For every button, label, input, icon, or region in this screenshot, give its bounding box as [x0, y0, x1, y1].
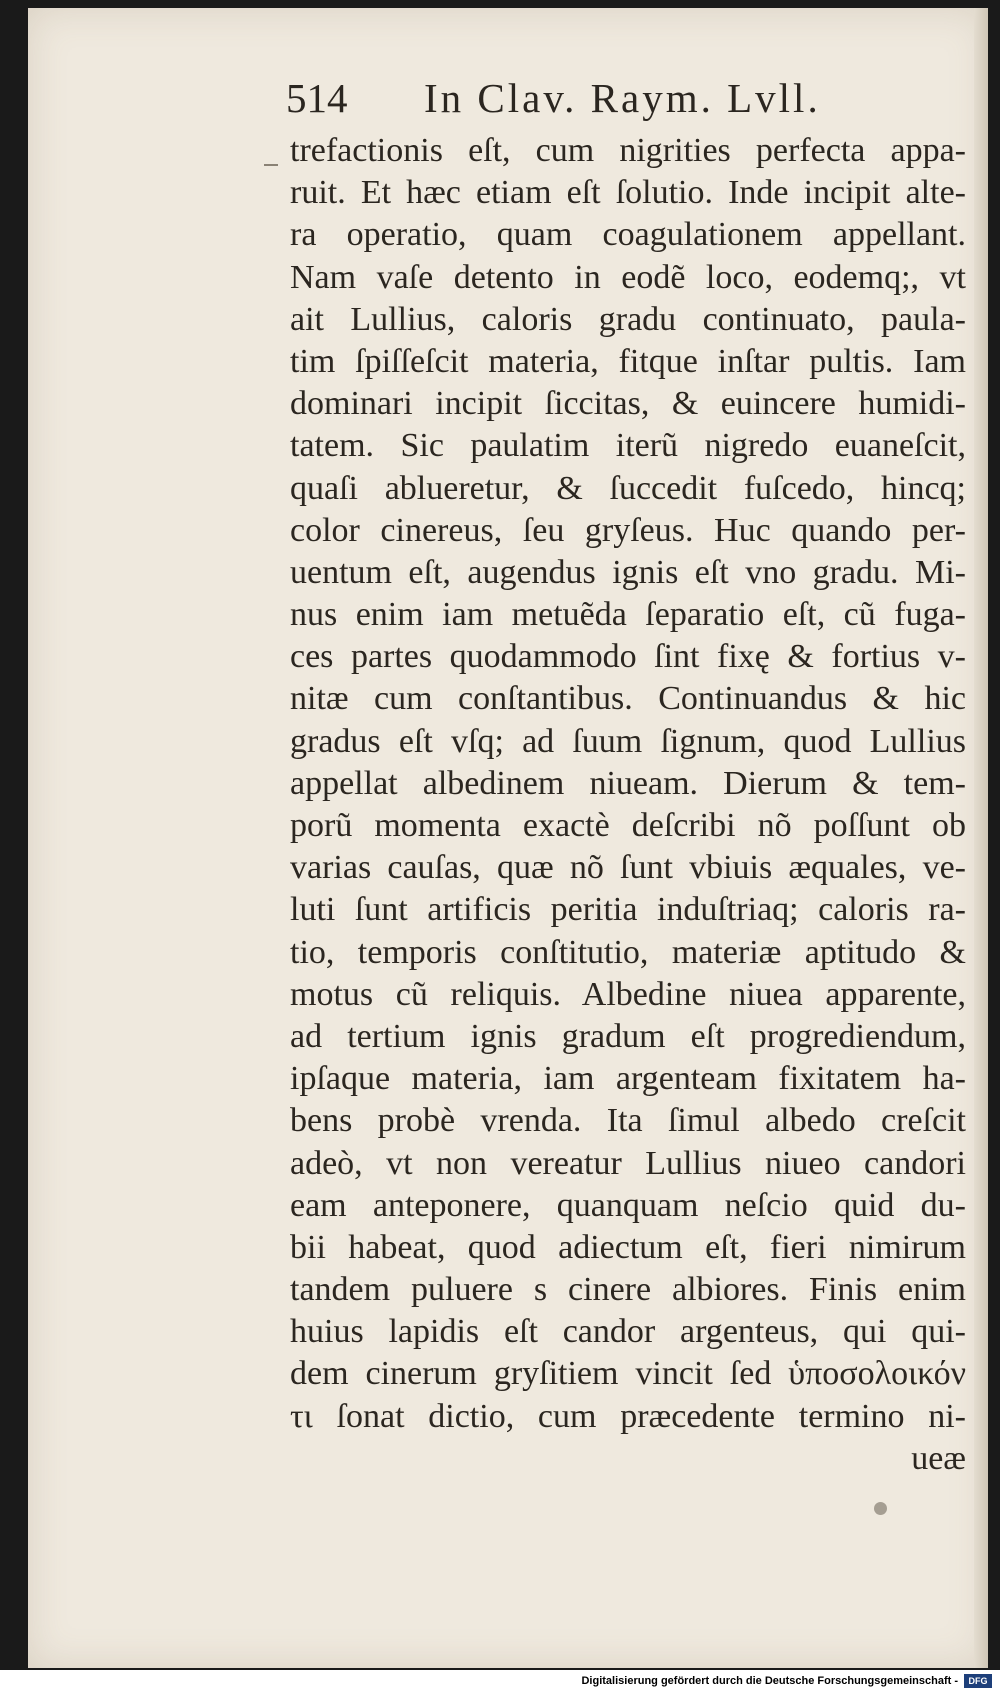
text-line: quaſi ablueretur, & ſuccedit fuſcedo, hincq; — [290, 469, 966, 507]
text-line: tandem puluere s cinere albiores. Finis enim — [290, 1271, 966, 1309]
text-line: ruit. Et hæc etiam eſt ſolutio. Inde incipit alte- — [290, 174, 966, 212]
text-line: color cinereus, ſeu gryſeus. Huc quando per- — [290, 511, 966, 549]
text-line: ces partes quodammodo ſint fixę & fortius v- — [290, 638, 966, 676]
text-line: gradus eſt vſq; ad ſuum ſignum, quod Lullius — [290, 722, 966, 760]
dfg-logo-icon: DFG — [964, 1674, 992, 1688]
margin-mark — [264, 164, 278, 166]
catchword: ueæ — [911, 1439, 966, 1477]
funding-credit: Digitalisierung gefördert durch die Deutsche Forschungsgemeinschaft - — [581, 1675, 958, 1687]
digitization-footer — [0, 1670, 1000, 1695]
text-line: varias cauſas, quæ nõ ſunt vbiuis æquales, ve- — [290, 849, 966, 887]
text-line: uentum eſt, augendus ignis eſt vno gradu. Mi- — [290, 553, 966, 591]
running-head — [286, 74, 876, 130]
text-line: tio, temporis conſtitutio, materiæ aptitudo & — [290, 933, 966, 971]
text-line: ra operatio, quam coagulationem appellant. — [290, 216, 966, 254]
text-line: eam anteponere, quanquam neſcio quid du- — [290, 1186, 966, 1224]
text-line: tim ſpiſſeſcit materia, fitque inſtar pultis. Iam — [290, 342, 966, 380]
text-line: bii habeat, quod adiectum eſt, fieri nimirum — [290, 1228, 966, 1266]
text-line: huius lapidis eſt candor argenteus, qui qui- — [290, 1313, 966, 1351]
page-edge — [974, 8, 988, 1668]
text-line: dominari incipit ſiccitas, & euincere humidi- — [290, 385, 966, 423]
page-number: 514 — [286, 75, 348, 121]
body-text — [290, 130, 966, 1480]
running-title: In Clav. Raym. Lvll. — [424, 75, 821, 121]
text-line: appellat albedinem niueam. Dierum & tem- — [290, 764, 966, 802]
text-line: ipſaque materia, iam argenteam fixitatem ha- — [290, 1060, 966, 1098]
text-line: τι ſonat dictio, cum præcedente termino ni- — [290, 1397, 966, 1435]
text-line: porũ momenta exactè deſcribi nõ poſſunt ob — [290, 807, 966, 844]
text-line: tatem. Sic paulatim iterũ nigredo euaneſcit, — [290, 427, 966, 465]
text-line: dem cinerum gryſitiem vincit ſed ὑποσολοικόν — [290, 1355, 966, 1393]
paper-speck — [874, 1502, 887, 1515]
text-line: motus cũ reliquis. Albedine niuea apparente, — [290, 975, 966, 1013]
text-line: luti ſunt artificis peritia induſtriaq; caloris ra- — [290, 891, 966, 929]
text-line: adeò, vt non vereatur Lullius niueo candori — [290, 1144, 966, 1182]
text-line: bens probè vrenda. Ita ſimul albedo creſcit — [290, 1102, 966, 1140]
text-line: trefactionis eſt, cum nigrities perfecta appa- — [290, 132, 966, 169]
text-line: nitæ cum conſtantibus. Continuandus & hic — [290, 680, 966, 718]
text-line: nus enim iam metuẽda ſeparatio eſt, cũ fuga- — [290, 596, 966, 634]
text-line: ait Lullius, caloris gradu continuato, paula- — [290, 300, 966, 338]
text-line: ad tertium ignis gradum eſt progrediendum, — [290, 1017, 966, 1055]
text-line: Nam vaſe detento in eodẽ loco, eodemq;, vt — [290, 258, 966, 296]
